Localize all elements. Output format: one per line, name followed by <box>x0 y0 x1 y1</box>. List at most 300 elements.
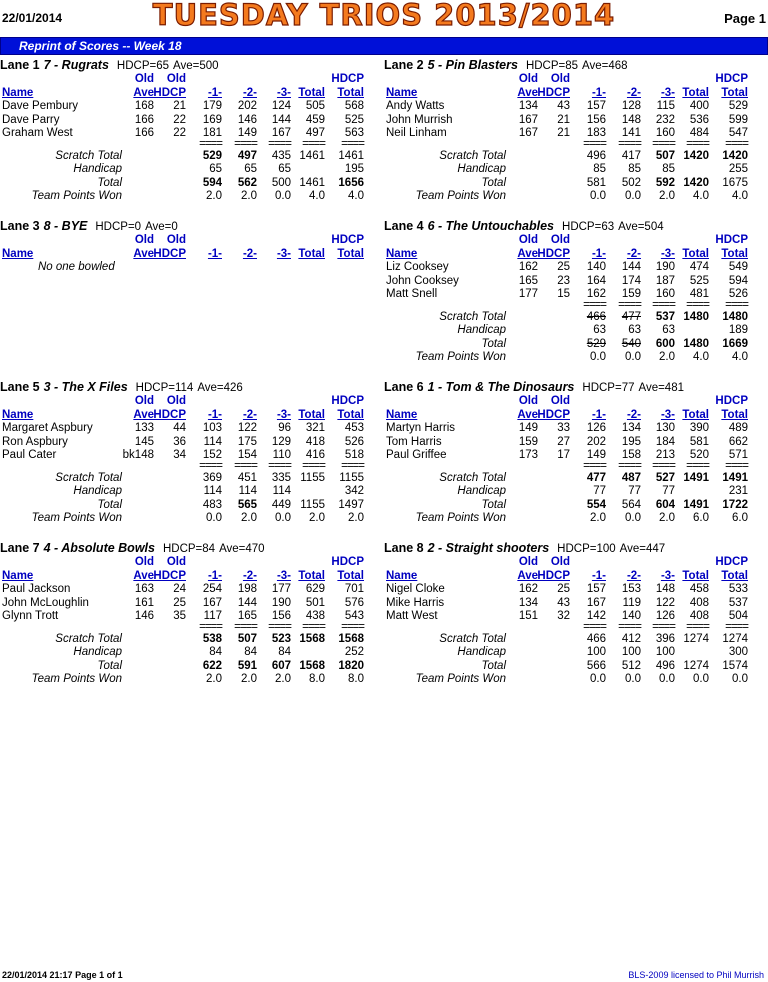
bowler-tot: 390 <box>689 422 709 434</box>
equals-separator <box>384 620 752 633</box>
bowler-g3: 156 <box>271 610 291 622</box>
lane-block <box>0 219 368 275</box>
separator-mark: ==== <box>725 298 748 311</box>
bowler-name: Nigel Cloke <box>386 583 445 595</box>
team-average: Ave=426 <box>197 382 243 394</box>
scratch-total-row-ht: 1491 <box>722 471 748 484</box>
team-name: 8 - BYE <box>43 219 88 233</box>
bowler-g1: 167 <box>586 596 606 609</box>
bowler-g2: 154 <box>237 449 257 461</box>
team-points-row-g1: 0.0 <box>590 673 606 685</box>
report-title: TUESDAY TRIOS 2013/2014 <box>152 0 616 32</box>
bowler-oh: 44 <box>173 422 186 434</box>
bowler-tot: 505 <box>305 100 325 112</box>
scratch-total-row-tot: 1568 <box>299 632 325 645</box>
scratch-total-row-g2: 417 <box>621 149 641 162</box>
col-old-hdcp-top: Old <box>166 73 186 85</box>
col-hdcp-total-top: HDCP <box>715 395 748 407</box>
bowler-g1: 169 <box>202 113 222 126</box>
col-g2: -2- <box>626 86 641 99</box>
bowler-g3: 160 <box>655 288 675 300</box>
total-row-ht: 1675 <box>722 176 748 189</box>
bowler-tot: 438 <box>305 610 325 622</box>
bowler-g2: 195 <box>621 435 641 448</box>
bowler-name: Martyn Harris <box>386 422 456 434</box>
col-g3: -3- <box>276 86 291 99</box>
bowler-oh: 25 <box>557 261 570 273</box>
bowler-tot: 416 <box>305 449 325 461</box>
handicap-row-g1: 65 <box>209 163 222 175</box>
team-points-row-g1: 2.0 <box>206 190 222 202</box>
col-old-ave-top: Old <box>518 556 538 568</box>
team-hdcp: HDCP=85 <box>525 60 579 72</box>
handicap-row-g2: 77 <box>628 485 641 497</box>
handicap-row <box>384 485 752 499</box>
scratch-total-row-label: Scratch Total <box>55 471 122 484</box>
bowler-g1: 140 <box>586 261 606 273</box>
bowler-oh: 24 <box>173 583 186 595</box>
bowler-oa: 151 <box>518 610 538 622</box>
total-row-g3: 592 <box>655 176 675 189</box>
col-g1: -1- <box>207 569 222 582</box>
total-row-ht: 1656 <box>338 176 364 189</box>
lane-number: Lane 6 <box>384 380 424 394</box>
bowler-g1: 254 <box>202 583 222 595</box>
total-row-g2: 540 <box>621 337 641 350</box>
bowler-ht: 537 <box>728 596 748 609</box>
col-name: Name <box>386 86 418 99</box>
bowler-tot: 408 <box>689 610 709 622</box>
scratch-total-row-g3: 537 <box>655 310 675 323</box>
scratch-total-row-ht: 1480 <box>722 310 748 323</box>
scratch-total-row-g2: 412 <box>621 632 641 645</box>
bowler-ht: 543 <box>344 610 364 622</box>
team-average: Ave=0 <box>145 221 178 233</box>
col-name: Name <box>2 86 34 99</box>
bowler-g1: 157 <box>586 100 606 112</box>
bowler-oa: 159 <box>518 435 538 448</box>
total-row-tot: 1274 <box>683 659 709 672</box>
bowler-tot: 458 <box>689 583 709 595</box>
lane-header <box>0 58 368 73</box>
handicap-row-label: Handicap <box>73 485 122 497</box>
total-row-g3: 607 <box>271 659 291 672</box>
scratch-total-row-g1: 538 <box>202 632 222 645</box>
column-header-row <box>384 409 752 423</box>
separator-mark: ==== <box>341 137 364 150</box>
bowler-g2: 158 <box>621 449 641 461</box>
lane-number: Lane 8 <box>384 541 424 555</box>
handicap-row-g1: 84 <box>209 646 222 658</box>
team-points-row-g2: 0.0 <box>625 512 641 524</box>
bowler-oa: 177 <box>518 288 538 300</box>
col-g3: -3- <box>660 86 675 99</box>
team-points-row-ht: 6.0 <box>732 512 748 524</box>
total-row <box>384 177 752 191</box>
bowler-name: Margaret Aspbury <box>2 422 93 434</box>
col-g1: -1- <box>591 569 606 582</box>
bowler-row <box>0 597 368 611</box>
lane-header <box>0 219 368 234</box>
bowler-tot: 408 <box>689 596 709 609</box>
bowler-oh: 21 <box>557 127 570 139</box>
col-ave: Ave <box>517 569 538 582</box>
bowler-g3: 110 <box>272 449 291 461</box>
column-header-row-top <box>384 73 752 87</box>
bowler-g3: 213 <box>655 449 675 461</box>
week-banner <box>0 37 768 55</box>
total-row-label: Total <box>97 498 122 511</box>
bowler-name: Dave Parry <box>2 113 60 126</box>
page-number: Page 1 <box>724 11 766 26</box>
bowler-g2: 146 <box>237 113 257 126</box>
col-hdcp-total-top: HDCP <box>331 234 364 246</box>
bowler-tot: 501 <box>305 596 325 609</box>
handicap-row-ht: 342 <box>344 485 364 497</box>
scratch-total-row-label: Scratch Total <box>55 632 122 645</box>
team-points-row-ht: 4.0 <box>348 190 364 202</box>
scratch-total-row <box>0 150 368 164</box>
handicap-row-g2: 63 <box>628 324 641 336</box>
separator-mark: ==== <box>686 137 709 150</box>
team-average: Ave=481 <box>638 382 684 394</box>
total-row <box>384 338 752 352</box>
scratch-total-row <box>0 633 368 647</box>
lane-block <box>384 541 752 687</box>
handicap-row-g3: 85 <box>662 163 675 175</box>
total-row <box>384 660 752 674</box>
team-points-row-g3: 0.0 <box>275 190 291 202</box>
team-points-row-g3: 2.0 <box>659 351 675 363</box>
bowler-name: Dave Pembury <box>2 100 79 112</box>
separator-mark: ==== <box>268 620 291 633</box>
col-hdcp_total: Total <box>721 569 748 582</box>
handicap-row-label: Handicap <box>457 324 506 336</box>
bowler-oh: 34 <box>173 449 186 461</box>
bowler-g3: 115 <box>656 100 675 112</box>
scratch-total-row-g3: 507 <box>655 149 675 162</box>
separator-mark: ==== <box>199 620 222 633</box>
total-row-label: Total <box>481 498 506 511</box>
handicap-row-g1: 63 <box>593 324 606 336</box>
footer-license: BLS-2009 licensed to Phil Murrish <box>628 970 764 980</box>
bowler-g1: 157 <box>586 583 606 595</box>
separator-mark: ==== <box>341 459 364 472</box>
team-points-row-tot: 4.0 <box>693 190 709 202</box>
bowler-g2: 134 <box>621 422 641 434</box>
column-header-row-top <box>384 556 752 570</box>
col-old-hdcp-top: Old <box>550 395 570 407</box>
bowler-g3: 122 <box>655 596 675 609</box>
bowler-g3: 177 <box>271 583 291 595</box>
col-g2: -2- <box>242 247 257 260</box>
bowler-g2: 119 <box>622 596 641 609</box>
col-hdcp: HDCP <box>153 86 186 99</box>
bowler-name: Matt Snell <box>386 288 438 300</box>
lane-number: Lane 2 <box>384 58 424 72</box>
bowler-name: Paul Jackson <box>2 583 71 595</box>
team-hdcp: HDCP=77 <box>582 382 635 394</box>
col-hdcp_total: Total <box>337 408 364 421</box>
team-points-row <box>384 512 752 526</box>
column-header-row <box>384 570 752 584</box>
bowler-g1: 152 <box>202 449 222 461</box>
team-average: Ave=470 <box>219 543 265 555</box>
handicap-row-ht: 255 <box>728 163 748 175</box>
team-points-row-label: Team Points Won <box>31 673 122 685</box>
handicap-row-g3: 77 <box>662 485 675 497</box>
team-name: 3 - The X Files <box>43 380 128 394</box>
col-name: Name <box>386 408 418 421</box>
bowler-g3: 184 <box>655 435 675 448</box>
col-g3: -3- <box>660 408 675 421</box>
col-old-ave-top: Old <box>518 73 538 85</box>
team-points-row-ht: 4.0 <box>732 190 748 202</box>
col-ave: Ave <box>133 86 154 99</box>
total-row-g1: 554 <box>586 498 606 511</box>
team-hdcp: HDCP=65 <box>116 60 169 72</box>
bowler-g3: 126 <box>655 610 675 622</box>
bowler-row <box>384 261 752 275</box>
col-hdcp-total-top: HDCP <box>715 73 748 85</box>
separator-mark: ==== <box>234 459 257 472</box>
col-name: Name <box>2 569 34 582</box>
col-total: Total <box>682 247 709 260</box>
scratch-total-row-g3: 523 <box>271 632 291 645</box>
separator-mark: ==== <box>652 137 675 150</box>
team-points-row-tot: 8.0 <box>309 673 325 685</box>
handicap-row-label: Handicap <box>73 646 122 658</box>
bowler-ht: 701 <box>344 583 364 595</box>
col-hdcp-total-top: HDCP <box>715 556 748 568</box>
separator-mark: ==== <box>302 137 325 150</box>
scratch-total-row-label: Scratch Total <box>439 149 506 162</box>
col-g1: -1- <box>591 247 606 260</box>
total-row-tot: 1461 <box>299 176 325 189</box>
bowler-name: Ron Aspbury <box>2 435 68 448</box>
team-points-row-label: Team Points Won <box>415 351 506 363</box>
column-header-row-top <box>0 73 368 87</box>
separator-mark: ==== <box>686 459 709 472</box>
bowler-tot: 629 <box>305 583 325 595</box>
bowler-tot: 497 <box>305 127 325 139</box>
bowler-oa: 161 <box>134 596 154 609</box>
lane-number: Lane 1 <box>0 58 40 72</box>
separator-mark: ==== <box>618 620 641 633</box>
team-points-row <box>384 673 752 687</box>
col-ave: Ave <box>133 408 154 421</box>
bowler-oa: 166 <box>134 113 154 126</box>
bowler-row <box>384 422 752 436</box>
col-total: Total <box>298 408 325 421</box>
bowler-oh: 43 <box>557 100 570 112</box>
col-g3: -3- <box>276 569 291 582</box>
total-row-g1: 483 <box>202 498 222 511</box>
bowler-row <box>0 114 368 128</box>
scratch-total-row-ht: 1155 <box>339 471 364 484</box>
col-g2: -2- <box>242 86 257 99</box>
col-hdcp_total: Total <box>337 86 364 99</box>
total-row <box>0 660 368 674</box>
team-points-row-tot: 6.0 <box>693 512 709 524</box>
bowler-oh: 22 <box>173 113 186 126</box>
handicap-row <box>0 646 368 660</box>
bowler-ht: 576 <box>344 596 364 609</box>
handicap-row-label: Handicap <box>457 163 506 175</box>
col-total: Total <box>682 86 709 99</box>
total-row-g1: 529 <box>586 337 606 350</box>
total-row-g3: 500 <box>271 176 291 189</box>
bowler-name: John Cooksey <box>386 274 459 287</box>
handicap-row <box>384 646 752 660</box>
footer-timestamp: 22/01/2014 21:17 Page 1 of 1 <box>2 970 123 980</box>
bowler-oa: 162 <box>518 583 538 595</box>
bowler-ht: 526 <box>344 435 364 448</box>
bowler-tot: 520 <box>689 449 709 461</box>
bowler-row <box>0 583 368 597</box>
col-hdcp_total: Total <box>721 86 748 99</box>
handicap-row-g2: 100 <box>621 646 641 658</box>
col-hdcp: HDCP <box>537 569 570 582</box>
bowler-oa: 146 <box>134 610 154 622</box>
lane-block <box>384 58 752 204</box>
bowler-oa: 166 <box>134 127 154 139</box>
handicap-row-g2: 84 <box>244 646 257 658</box>
bowler-ht: 662 <box>728 435 748 448</box>
total-row <box>384 499 752 513</box>
bowler-g2: 159 <box>621 288 641 300</box>
handicap-row-g3: 114 <box>272 485 291 497</box>
col-ave: Ave <box>133 569 154 582</box>
total-row-label: Total <box>481 659 506 672</box>
team-name: 2 - Straight shooters <box>427 541 550 555</box>
total-row-g1: 622 <box>202 659 222 672</box>
column-header-row-top <box>384 395 752 409</box>
bowler-tot: 484 <box>689 127 709 139</box>
bowler-tot: 481 <box>689 288 709 300</box>
bowler-g1: 117 <box>203 610 222 622</box>
col-g3: -3- <box>660 569 675 582</box>
col-name: Name <box>386 247 418 260</box>
total-row-ht: 1497 <box>338 498 364 511</box>
bowler-row <box>384 275 752 289</box>
separator-mark: ==== <box>234 137 257 150</box>
team-points-row-g1: 0.0 <box>590 351 606 363</box>
lane-block <box>384 219 752 365</box>
bowler-ht: 525 <box>344 113 364 126</box>
bowler-tot: 459 <box>305 113 325 126</box>
col-old-ave-top: Old <box>134 234 154 246</box>
separator-mark: ==== <box>652 298 675 311</box>
column-header-row <box>0 409 368 423</box>
bowler-g1: 114 <box>203 435 222 448</box>
col-g1: -1- <box>207 408 222 421</box>
total-row-g2: 512 <box>621 659 641 672</box>
bowler-oa: 162 <box>518 261 538 273</box>
bowler-name: Graham West <box>2 127 73 139</box>
scratch-total-row-g1: 369 <box>202 471 222 484</box>
bowler-ht: 599 <box>728 113 748 126</box>
scratch-total-row <box>384 150 752 164</box>
scratch-total-row <box>384 311 752 325</box>
col-old-hdcp-top: Old <box>166 234 186 246</box>
bowler-oh: 27 <box>557 435 570 448</box>
col-name: Name <box>2 408 34 421</box>
scratch-total-row-g2: 497 <box>237 149 257 162</box>
col-hdcp_total: Total <box>721 408 748 421</box>
bowler-g2: 165 <box>237 610 257 622</box>
team-points-row-g2: 0.0 <box>625 190 641 202</box>
bowler-row <box>384 100 752 114</box>
scratch-total-row-ht: 1461 <box>338 149 364 162</box>
lane-block <box>0 541 368 687</box>
team-points-row-ht: 4.0 <box>732 351 748 363</box>
scratch-total-row-g1: 477 <box>586 471 606 484</box>
scratch-total-row-tot: 1480 <box>683 310 709 323</box>
total-row <box>0 499 368 513</box>
bowler-row <box>0 422 368 436</box>
bowler-oh: 36 <box>173 435 186 448</box>
team-points-row-g1: 0.0 <box>590 190 606 202</box>
bowler-g2: 202 <box>237 100 257 112</box>
team-points-row-tot: 0.0 <box>693 673 709 685</box>
bowler-oh: 21 <box>173 100 186 112</box>
bowler-g3: 144 <box>271 113 291 126</box>
col-g2: -2- <box>242 408 257 421</box>
column-header-row <box>0 570 368 584</box>
handicap-row-ht: 195 <box>344 163 364 175</box>
col-total: Total <box>682 408 709 421</box>
banner-text: Reprint of Scores -- Week 18 <box>19 39 182 53</box>
total-row-ht: 1574 <box>722 659 748 672</box>
column-header-row-top <box>0 556 368 570</box>
bowler-oa: 133 <box>134 422 154 434</box>
col-hdcp: HDCP <box>153 569 186 582</box>
bowler-g1: 202 <box>586 435 606 448</box>
scratch-total-row-g1: 529 <box>202 149 222 162</box>
team-points-row-label: Team Points Won <box>415 190 506 202</box>
column-header-row <box>0 248 368 262</box>
separator-mark: ==== <box>583 459 606 472</box>
bowler-oh: 32 <box>557 610 570 622</box>
separator-mark: ==== <box>583 137 606 150</box>
bowler-ht: 571 <box>728 449 748 461</box>
no-bowlers-text: No one bowled <box>38 261 115 273</box>
lane-number: Lane 7 <box>0 541 40 555</box>
bowler-ht: 526 <box>728 288 748 300</box>
col-hdcp: HDCP <box>537 408 570 421</box>
bowler-oa: 167 <box>518 113 538 126</box>
separator-mark: ==== <box>725 137 748 150</box>
handicap-row-g1: 85 <box>593 163 606 175</box>
separator-mark: ==== <box>341 620 364 633</box>
col-old-ave-top: Old <box>134 395 154 407</box>
total-row-g1: 581 <box>586 176 606 189</box>
team-points-row-g3: 2.0 <box>659 190 675 202</box>
scratch-total-row-g2: 487 <box>621 471 641 484</box>
bowler-oh: 43 <box>557 596 570 609</box>
total-row-label: Total <box>97 176 122 189</box>
bowler-oa: 134 <box>518 100 538 112</box>
col-ave: Ave <box>517 247 538 260</box>
no-bowlers-row <box>0 261 368 275</box>
column-header-row-top <box>384 234 752 248</box>
separator-mark: ==== <box>686 620 709 633</box>
total-row-g3: 496 <box>655 659 675 672</box>
col-hdcp_total: Total <box>337 569 364 582</box>
bowler-g2: 175 <box>237 435 257 448</box>
bowler-g2: 128 <box>621 100 641 112</box>
